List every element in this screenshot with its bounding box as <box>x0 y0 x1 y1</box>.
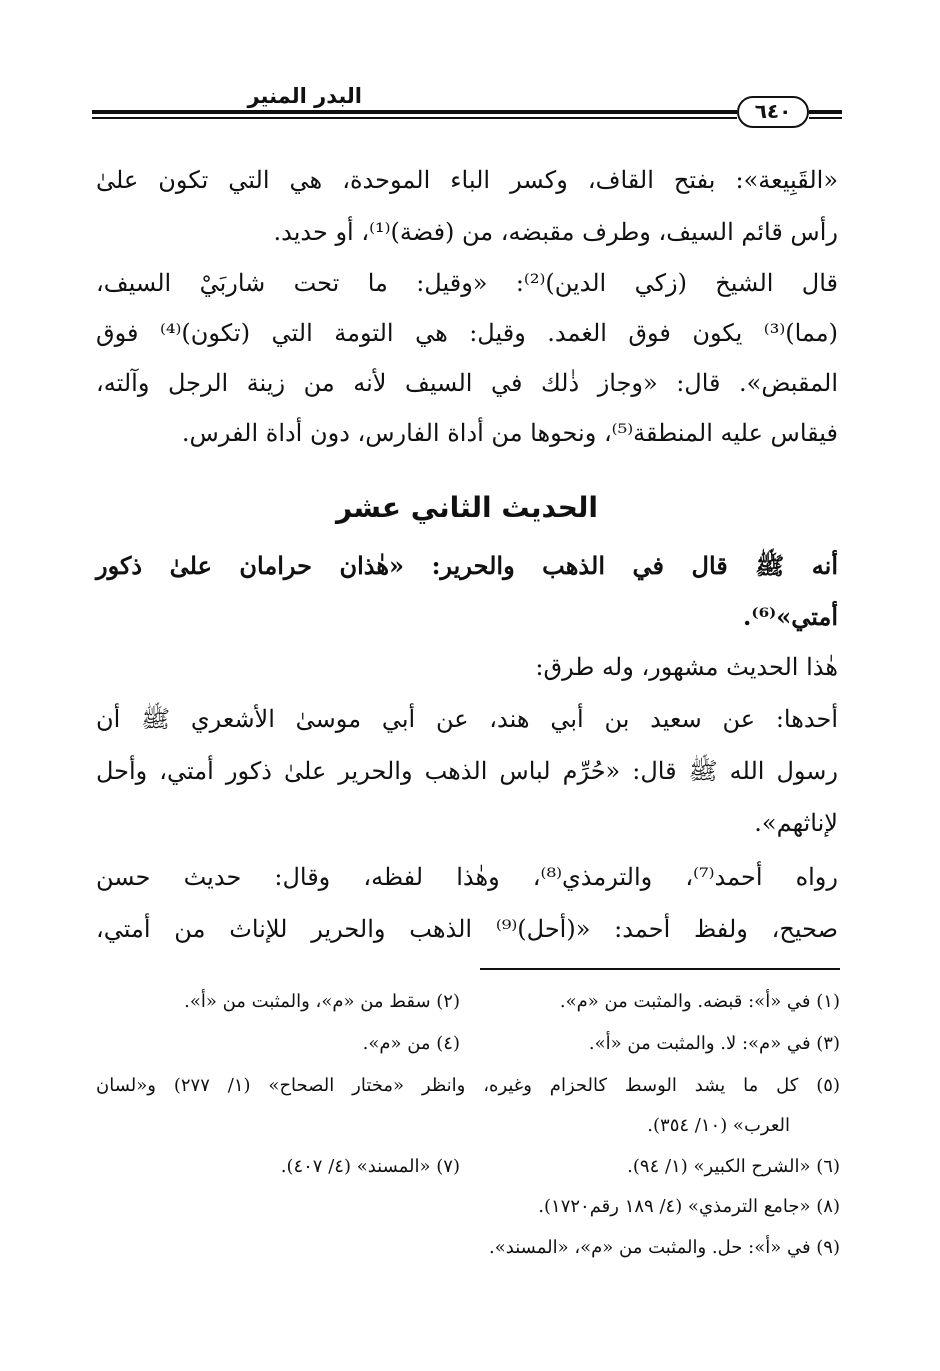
footnote-1: (١) في «أ»: قبضه. والمثبت من «م». <box>559 991 840 1012</box>
body-line: هٰذا الحديث مشهور، وله طرق: <box>535 653 838 681</box>
body-line: رواه أحمد⁽⁷⁾، والترمذي⁽⁸⁾، وهٰذا لفظه، وقال: حديث حسن <box>96 863 838 891</box>
header-rule <box>92 110 737 114</box>
page-header <box>92 82 842 128</box>
footnote-9: (٩) في «أ»: حل. والمثبت من «م»، «المسند». <box>489 1237 840 1258</box>
footnote-6: (٦) «الشرح الكبير» (١/ ٩٤). <box>627 1156 840 1177</box>
header-rule-right-thin <box>809 117 842 119</box>
footnote-5-cont: العرب» (١٠/ ٣٥٤). <box>647 1115 790 1136</box>
page-number: ٦٤٠ <box>737 96 809 128</box>
body-line: المقبض». قال: «وجاز ذٰلك في السيف لأنه من زينة الرجل وآلته، <box>96 369 838 397</box>
body-line: (مما)⁽³⁾ يكون فوق الغمد. وقيل: هي التومة التي (تكون)⁽⁴⁾ فوق <box>96 319 838 347</box>
body-line: فيقاس عليه المنطقة⁽⁵⁾، ونحوها من أداة الفارس، دون أداة الفرس. <box>181 419 838 447</box>
body-line: أحدها: عن سعيد بن أبي هند، عن أبي موسىٰ الأشعري ﷺ أن <box>96 705 838 733</box>
footnote-7: (٧) «المسند» (٤/ ٤٠٧). <box>280 1156 460 1177</box>
header-rule-right <box>809 110 842 114</box>
body-line: «القَبِيعة»: بفتح القاف، وكسر الباء الموحدة، هي التي تكون علىٰ <box>96 166 838 194</box>
footnote-4: (٤) من «م». <box>362 1033 460 1054</box>
body-line: لإناثهم». <box>754 809 838 837</box>
running-title: البدر المنير <box>247 84 362 108</box>
body-line: صحيح، ولفظ أحمد: «(أحل)⁽⁹⁾ الذهب والحرير للإناث من أمتي، <box>96 915 838 943</box>
footnote-3: (٣) في «م»: لا. والمثبت من «أ». <box>588 1033 840 1054</box>
header-rule-thin <box>92 117 737 119</box>
section-heading: الحديث الثاني عشر <box>335 491 599 524</box>
body-line: رسول الله ﷺ قال: «حُرِّم لباس الذهب والحرير علىٰ ذكور أمتي، وأحل <box>96 757 838 785</box>
body-line: أمتي»⁽⁶⁾. <box>743 602 838 631</box>
body-line: أنه ﷺ قال في الذهب والحرير: «هٰذان حرامان علىٰ ذكور <box>96 551 838 580</box>
footnote-divider <box>480 968 840 970</box>
footnote-8: (٨) «جامع الترمذي» (٤/ ١٨٩ رقم١٧٢٠). <box>538 1196 840 1217</box>
footnote-5: (٥) كل ما يشد الوسط كالحزام وغيره، وانظر «مختار الصحاح» (١/ ٢٧٧) و«لسان <box>96 1075 840 1096</box>
body-line: قال الشيخ (زكي الدين)⁽²⁾: «وقيل: ما تحت شاربَيْ السيف، <box>96 269 839 297</box>
body-line: رأس قائم السيف، وطرف مقبضه، من (فضة)⁽¹⁾، أو حديد. <box>273 218 838 246</box>
footnote-2: (٢) سقط من «م»، والمثبت من «أ». <box>184 991 460 1012</box>
